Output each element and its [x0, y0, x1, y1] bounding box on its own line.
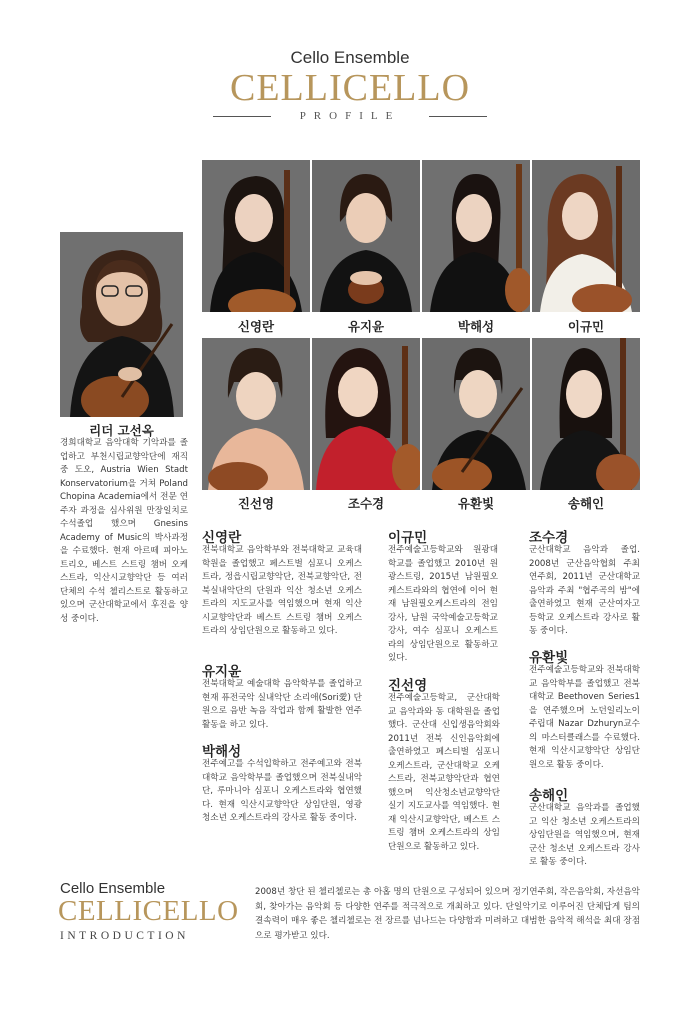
bio-text: 전주예고를 수석입학하고 전주예고와 전북대학교 음악학부를 졸업했으며 전북실내악단, 루마니아 심포니 오케스트라와 협연했다. 현재 익산시교향악단 상임단원, 영광 청소년 오케스트라의 강사로 활동 중이다.: [202, 759, 362, 823]
member-photo-3: [422, 160, 530, 312]
header-label: PROFILE: [299, 110, 401, 122]
bio-name: 조수경: [529, 530, 569, 546]
member-name: 박해성: [457, 319, 495, 334]
member-photo-4: [532, 160, 640, 312]
member-photo-7: [422, 338, 530, 490]
member-name: 이규민: [567, 319, 605, 334]
bio-text: 전주예술고등학교와 원광대학교를 졸업했고 2010년 원광스트링, 2015년 남원필오케스트라와의 협연에 이어 현재 남원필오케스트라의 전임강사, 남원 국악예술고등학교 강사, 여수 심포니 오케스트라의 상임단원으로 활동하고 있다.: [388, 545, 498, 663]
bio-text: 전주예술고등학교, 군산대학교 음악과와 동 대학원을 졸업했다. 군산대 신입생음악회와 2011년 전북 신인음악회에 출연하였고 페스티벌 심포니 오케스트라, 군산대학교 오케스트라, 전북교향악단과 협연했으며 익산청소년교향악단 실기 지도교사를 역임했다. 현재 익산시교향악단, 베스트 스트링 챔버 오케스트라의 상임단원으로 활동하고 있다.: [388, 693, 500, 852]
bio-text: 군산대학교 음악과를 졸업했고 익산 청소년 오케스트라의 상임단원을 역임했으며, 현재 군산 청소년 오케스트라 강사로 활동 중이다.: [529, 803, 640, 867]
member-name: 진선영: [237, 496, 275, 511]
member-photo-5: [202, 338, 310, 490]
bio-text: 전주예술고등학교와 전북대학교 음악학부를 졸업했고 전북대학교 Beethoven Series1을 연주했으며 노던일리노이 주립대 Nazar Dzhuryn교수의 마스터클래스를 수료했다. 현재 익산시교향악단 상임단원으로 활동 중이다.: [529, 665, 640, 770]
member-photo-2: [312, 160, 420, 312]
bio-name: 유환빛: [529, 650, 569, 666]
bio-name: 송해인: [529, 788, 569, 804]
member-name: 송해인: [567, 496, 605, 511]
bio-text: 전북대학교 음악학부와 전북대학교 교육대학원을 졸업했고 페스트벌 심포니 오케스트라, 정읍시립교향악단, 전북교향악단, 전북실내악단의 단원과 익산 청소년 오케스트라의 지도교사를 역임했으며 현재 익산시교향악단과 베스트 스트링 챔버 오케스트라의 상임단원으로 활동하고 있다.: [202, 545, 362, 636]
member-name: 신영란: [237, 319, 275, 334]
leader-name: 리더 고선옥: [89, 423, 154, 438]
bio-name: 유지윤: [202, 664, 242, 680]
member-photo-8: [532, 338, 640, 490]
bio-text: 군산대학교 음악과 졸업. 2008년 군산음악협회 주최 연주회, 2011년 군산대학교 음악과 주최 "협주곡의 밤"에 출연하였고 현재 군산여자고등학교 오케스트라 강사로 활동 중이다.: [529, 545, 640, 636]
bio-name: 진선영: [388, 678, 428, 694]
member-name: 유지윤: [347, 319, 385, 334]
member-photo-6: [312, 338, 420, 490]
header-subtitle: Cello Ensemble: [290, 48, 410, 67]
member-name: 유환빛: [457, 496, 495, 511]
member-photo-1: [202, 160, 310, 312]
intro-label: INTRODUCTION: [60, 930, 189, 942]
header-title: CELLICELLO: [229, 67, 471, 109]
intro-text: 2008년 창단 된 첼리첼로는 총 아홉 명의 단원으로 구성되어 있으며 정기연주회, 작은음악회, 자선음악회, 찾아가는 음악회 등 다양한 연주를 적극적으로 개최하고 있다. 단일악기로 이루어진 단체답게 팀의 결속력이 매우 좋은 첼리첼로는 전 장르를 넘나드는 다양함과 미려하고 대범한 음악적 해석을 최대 장점으로 평가받고 있다.: [255, 887, 640, 941]
bio-name: 박해성: [202, 744, 242, 760]
bio-name: 이규민: [388, 530, 428, 546]
bio-name: 신영란: [202, 530, 242, 546]
intro-title: CELLICELLO: [58, 895, 239, 927]
leader-bio: 경희대학교 음악대학 기악과를 졸업하고 부천시립교향악단에 재직 중 도오, Austria Wien Stadt Konservatorium을 거쳐 Poland Chopina Academia에서 전문 연주자 과정을 심사위원 만장일치로 수석졸업 했으며 Gnesins Academy of Music의 박사과정을 수료했다. 현재 아르떼 피아노트리오, 베스트 스트링 챔버 오케스트라, 익산시교향악단 등 여러 단체의 수석 첼리스트로 활동하고 있으며 군산대학교에서 후진을 양성 중이다.: [60, 438, 188, 624]
member-name: 조수경: [347, 496, 385, 511]
bio-text: 전북대학교 예술대학 음악학부를 졸업하고 현재 퓨전국악 실내악단 소리애(Sori愛) 단원으로 음반 녹음 작업과 함께 활발한 연주 활동을 하고 있다.: [202, 679, 362, 730]
intro-subtitle: Cello Ensemble: [60, 880, 166, 897]
leader-photo: [60, 232, 183, 417]
